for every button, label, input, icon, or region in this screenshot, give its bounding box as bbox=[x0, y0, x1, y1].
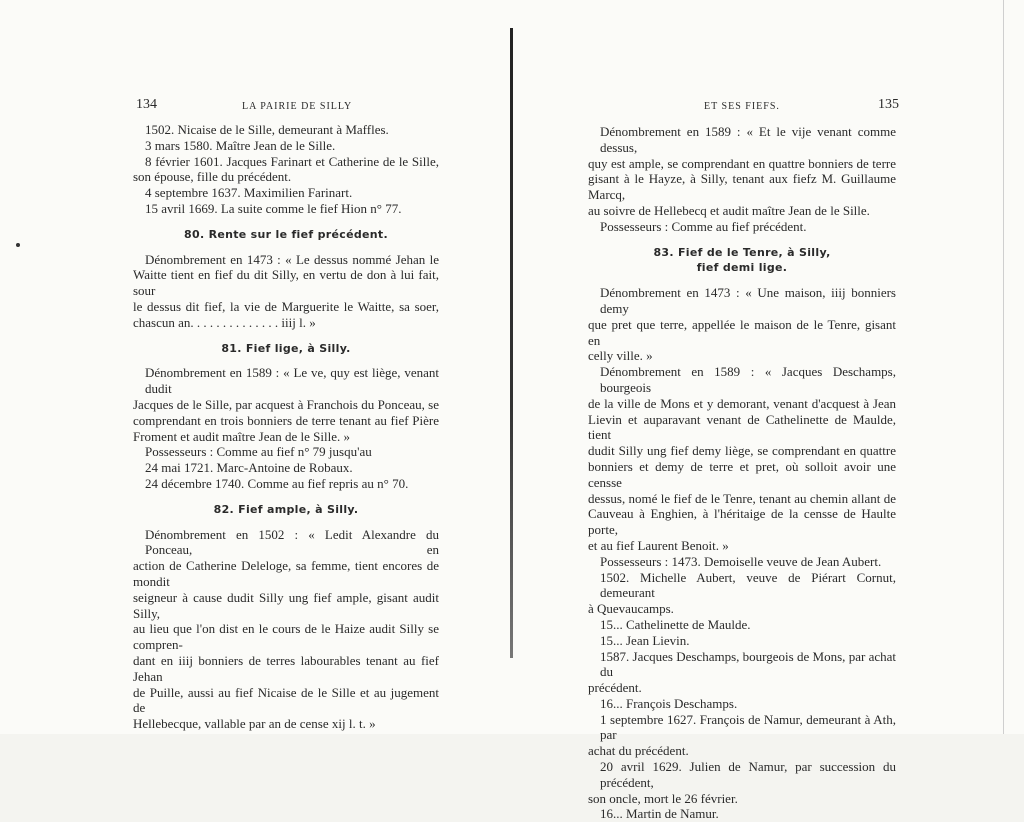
page-edge bbox=[1003, 0, 1004, 734]
right-page-number: 135 bbox=[878, 97, 899, 112]
section-heading: 80. Rente sur le fief précédent. bbox=[184, 227, 388, 241]
text-line: Possesseurs : 1473. Demoiselle veuve de Jean Aubert. bbox=[600, 553, 882, 569]
text-line: action de Catherine Deleloge, sa femme, tient encores de mondit bbox=[133, 558, 439, 589]
text-line: dudit Silly ung fief demy liège, se comprendant en quattre bbox=[588, 443, 896, 459]
text-line: Hellebecque, vallable par an de cense xij l. t. » bbox=[133, 716, 376, 732]
text-line: Jacques de le Sille, par acquest à Franchois du Ponceau, se bbox=[133, 396, 439, 412]
text-line: 8 février 1601. Jacques Farinart et Catherine de le Sille, bbox=[145, 153, 439, 169]
text-line: dessus, nomé le fief de le Tenre, tenant au chemin allant de bbox=[588, 490, 896, 506]
text-line: de Puille, aussi au fief Nicaise de le Sille et au jugement de bbox=[133, 684, 439, 716]
text-line: Dénombrement en 1502 : « Ledit Alexandre du Ponceau, en bbox=[145, 526, 439, 558]
text-line: de la ville de Mons et y demorant, venant d'acquest à Jean bbox=[588, 395, 896, 411]
text-line: Dénombrement en 1589 : « Jacques Deschamps, bourgeois bbox=[600, 364, 896, 395]
text-line: son épouse, fille du précédent. bbox=[133, 169, 292, 185]
right-running-title: ET SES FIEFS. bbox=[704, 101, 780, 112]
text-line: Dénombrement en 1473 : « Le dessus nommé Jehan le bbox=[145, 251, 439, 267]
text-line: quy est ample, se comprendant en quattre bonniers de terre bbox=[588, 155, 896, 171]
text-line: Possesseurs : Comme au fief précédent. bbox=[600, 218, 807, 234]
text-line: 1587. Jacques Deschamps, bourgeois de Mons, par achat du bbox=[600, 648, 896, 680]
section-heading: 81. Fief lige, à Silly. bbox=[221, 341, 351, 355]
text-line: son oncle, mort le 26 février. bbox=[588, 790, 738, 806]
text-line: 15... Jean Lievin. bbox=[600, 632, 690, 648]
text-line: que pret que terre, appellée le maison de le Tenre, gisant en bbox=[588, 316, 896, 348]
text-line: Cauveau à Enghien, à l'héritaige de la censse de Haulte porte, bbox=[588, 506, 896, 538]
text-line: au lieu que l'on dist en le cours de le Haize audit Silly se compren- bbox=[133, 621, 439, 653]
text-line: 15 avril 1669. La suite comme le fief Hion n° 77. bbox=[145, 200, 402, 216]
text-line: 1 septembre 1627. François de Namur, demeurant à Ath, par bbox=[600, 711, 896, 743]
text-line: 1502. Michelle Aubert, veuve de Piérart Cornut, demeurant bbox=[600, 569, 896, 601]
text-line: gisant à le Hayze, à Silly, tenant aux fiefz M. Guillaume Marcq, bbox=[588, 171, 896, 203]
left-text-column bbox=[133, 122, 439, 732]
text-line: 1502. Nicaise de le Sille, demeurant à Maffles. bbox=[145, 122, 389, 137]
text-line: 24 mai 1721. Marc-Antoine de Robaux. bbox=[145, 460, 353, 476]
text-line: et au fief Laurent Benoit. » bbox=[588, 537, 729, 553]
text-line: 4 septembre 1637. Maximilien Farinart. bbox=[145, 185, 353, 201]
text-line: celly ville. » bbox=[588, 348, 653, 364]
left-page-number: 134 bbox=[136, 97, 157, 112]
text-line: Waitte tient en fief du dit Silly, en vertu de don à lui fait, sour bbox=[133, 267, 439, 299]
text-line: bonniers et demy de terre et pret, où solloit avoir une censse bbox=[588, 458, 896, 490]
text-line: le dessus dit fief, la vie de Marguerite le Waitte, sa soer, bbox=[133, 298, 439, 314]
text-line: Froment et audit maître Jean de le Sille. » bbox=[133, 428, 350, 444]
binding-gutter bbox=[510, 28, 513, 658]
text-line: comprendant en trois bonniers de terre tenant au fief Pière bbox=[133, 412, 439, 428]
left-running-title: LA PAIRIE DE SILLY bbox=[242, 101, 353, 112]
text-line: 20 avril 1629. Julien de Namur, par succession du précédent, bbox=[600, 759, 896, 790]
text-line: Dénombrement en 1589 : « Et le vije venant comme dessus, bbox=[600, 124, 896, 155]
text-line: précédent. bbox=[588, 680, 642, 696]
text-line: Lievin et auparavant venant de Cathelinette de Maulde, tient bbox=[588, 411, 896, 443]
text-line: achat du précédent. bbox=[588, 743, 689, 759]
ink-speck bbox=[16, 243, 20, 247]
text-line: dant en iiij bonniers de terres labourables tenant au fief Jehan bbox=[133, 652, 439, 684]
section-heading-continued: fief demi lige. bbox=[696, 261, 788, 275]
right-text-column bbox=[588, 124, 896, 822]
text-line: 16... François Deschamps. bbox=[600, 695, 738, 711]
text-line: Possesseurs : Comme au fief n° 79 jusqu'au bbox=[145, 444, 372, 460]
section-heading: 83. Fief de le Tenre, à Silly, bbox=[653, 245, 831, 259]
text-line: chascun an. . . . . . . . . . . . . . iiij l. » bbox=[133, 314, 316, 330]
text-line: Dénombrement en 1589 : « Le ve, quy est liège, venant dudit bbox=[145, 365, 439, 397]
text-line: au soivre de Hellebecq et audit maître Jean de le Sille. bbox=[588, 202, 870, 218]
text-line: à Quevaucamps. bbox=[588, 601, 674, 617]
text-line: 15... Cathelinette de Maulde. bbox=[600, 616, 751, 632]
text-line: 16... Martin de Namur. bbox=[600, 806, 719, 822]
section-heading: 82. Fief ample, à Silly. bbox=[213, 502, 359, 516]
text-line: 3 mars 1580. Maître Jean de le Sille. bbox=[145, 137, 336, 153]
text-line: Dénombrement en 1473 : « Une maison, iiij bonniers demy bbox=[600, 285, 896, 316]
text-line: seigneur à cause dudit Silly ung fief ample, gisant audit Silly, bbox=[133, 589, 439, 621]
text-line: 24 décembre 1740. Comme au fief repris au n° 70. bbox=[145, 475, 409, 491]
